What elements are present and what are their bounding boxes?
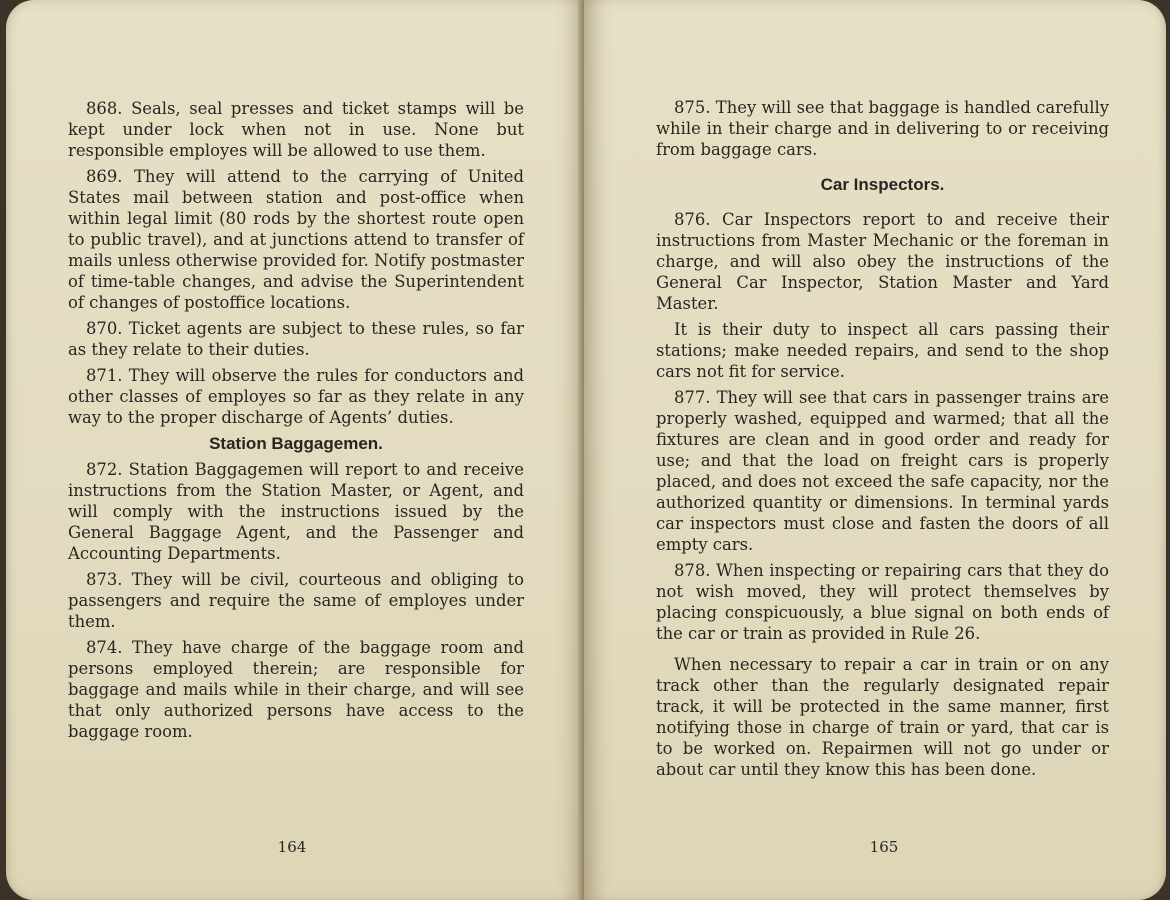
left-page-text [68, 98, 524, 747]
rule-876-continued: It is their duty to inspect all cars passing their stations; make needed repairs, and send to the shop cars not fit for service. [656, 320, 1109, 381]
page-number-left: 164 [277, 838, 307, 856]
rule-873: 873. They will be civil, courteous and obliging to passengers and require the same of employes under them. [68, 570, 524, 631]
rule-872: 872. Station Baggagemen will report to and receive instructions from the Station Master, or Agent, and will comply with the instructions issued by the General Baggage Agent, and the Passenger and Accounting Departments. [68, 460, 524, 563]
right-page [584, 0, 1166, 900]
page-number-right: 165 [869, 838, 899, 856]
rule-868: 868. Seals, seal presses and ticket stamps will be kept under lock when not in use. None but responsible employes will be allowed to use them. [68, 99, 524, 160]
rule-878-continued: When necessary to repair a car in train or on any track other than the regularly designated repair track, it will be protected in the same manner, first notifying those in charge of train or yard, that car is to be worked on. Repairmen will not go under or about car until they know this has been done. [656, 655, 1109, 779]
left-page [6, 0, 584, 900]
rule-870: 870. Ticket agents are subject to these rules, so far as they relate to their duties. [68, 319, 524, 359]
rule-877: 877. They will see that cars in passenger trains are properly washed, equipped and warmed; that all the fixtures are clean and in good order and ready for use; and that the load on freight cars is properly placed, and does not exceed the safe capacity, nor the authorized quantity or dimensions. In terminal yards car inspectors must close and fasten the doors of all empty cars. [656, 388, 1109, 554]
rule-876: 876. Car Inspectors report to and receive their instructions from Master Mechanic or the foreman in charge, and will also obey the instructions of the General Car Inspector, Station Master and Yard Master. [656, 210, 1109, 313]
section-heading-station-baggagemen: Station Baggagemen. [209, 434, 383, 453]
section-heading-car-inspectors: Car Inspectors. [820, 175, 945, 194]
rule-874: 874. They have charge of the baggage room and persons employed therein; are responsible for baggage and mails while in their charge, and will see that only authorized persons have access to the baggage room. [68, 638, 524, 741]
rule-875: 875. They will see that baggage is handled carefully while in their charge and in delivering to or receiving from baggage cars. [656, 98, 1109, 159]
right-page-text [656, 97, 1109, 785]
rule-871: 871. They will observe the rules for conductors and other classes of employes so far as they relate in any way to the proper discharge of Agents’ duties. [68, 366, 524, 427]
rule-878: 878. When inspecting or repairing cars that they do not wish moved, they will protect themselves by placing conspicuously, a blue signal on both ends of the car or train as provided in Rule 26. [656, 561, 1109, 643]
rule-869: 869. They will attend to the carrying of United States mail between station and post-office when within legal limit (80 rods by the shortest route open to public travel), and at junctions attend to transfer of mails unless otherwise provided for. Notify postmaster of time-table changes, and advise the Superintendent of changes of postoffice locations. [68, 167, 524, 312]
